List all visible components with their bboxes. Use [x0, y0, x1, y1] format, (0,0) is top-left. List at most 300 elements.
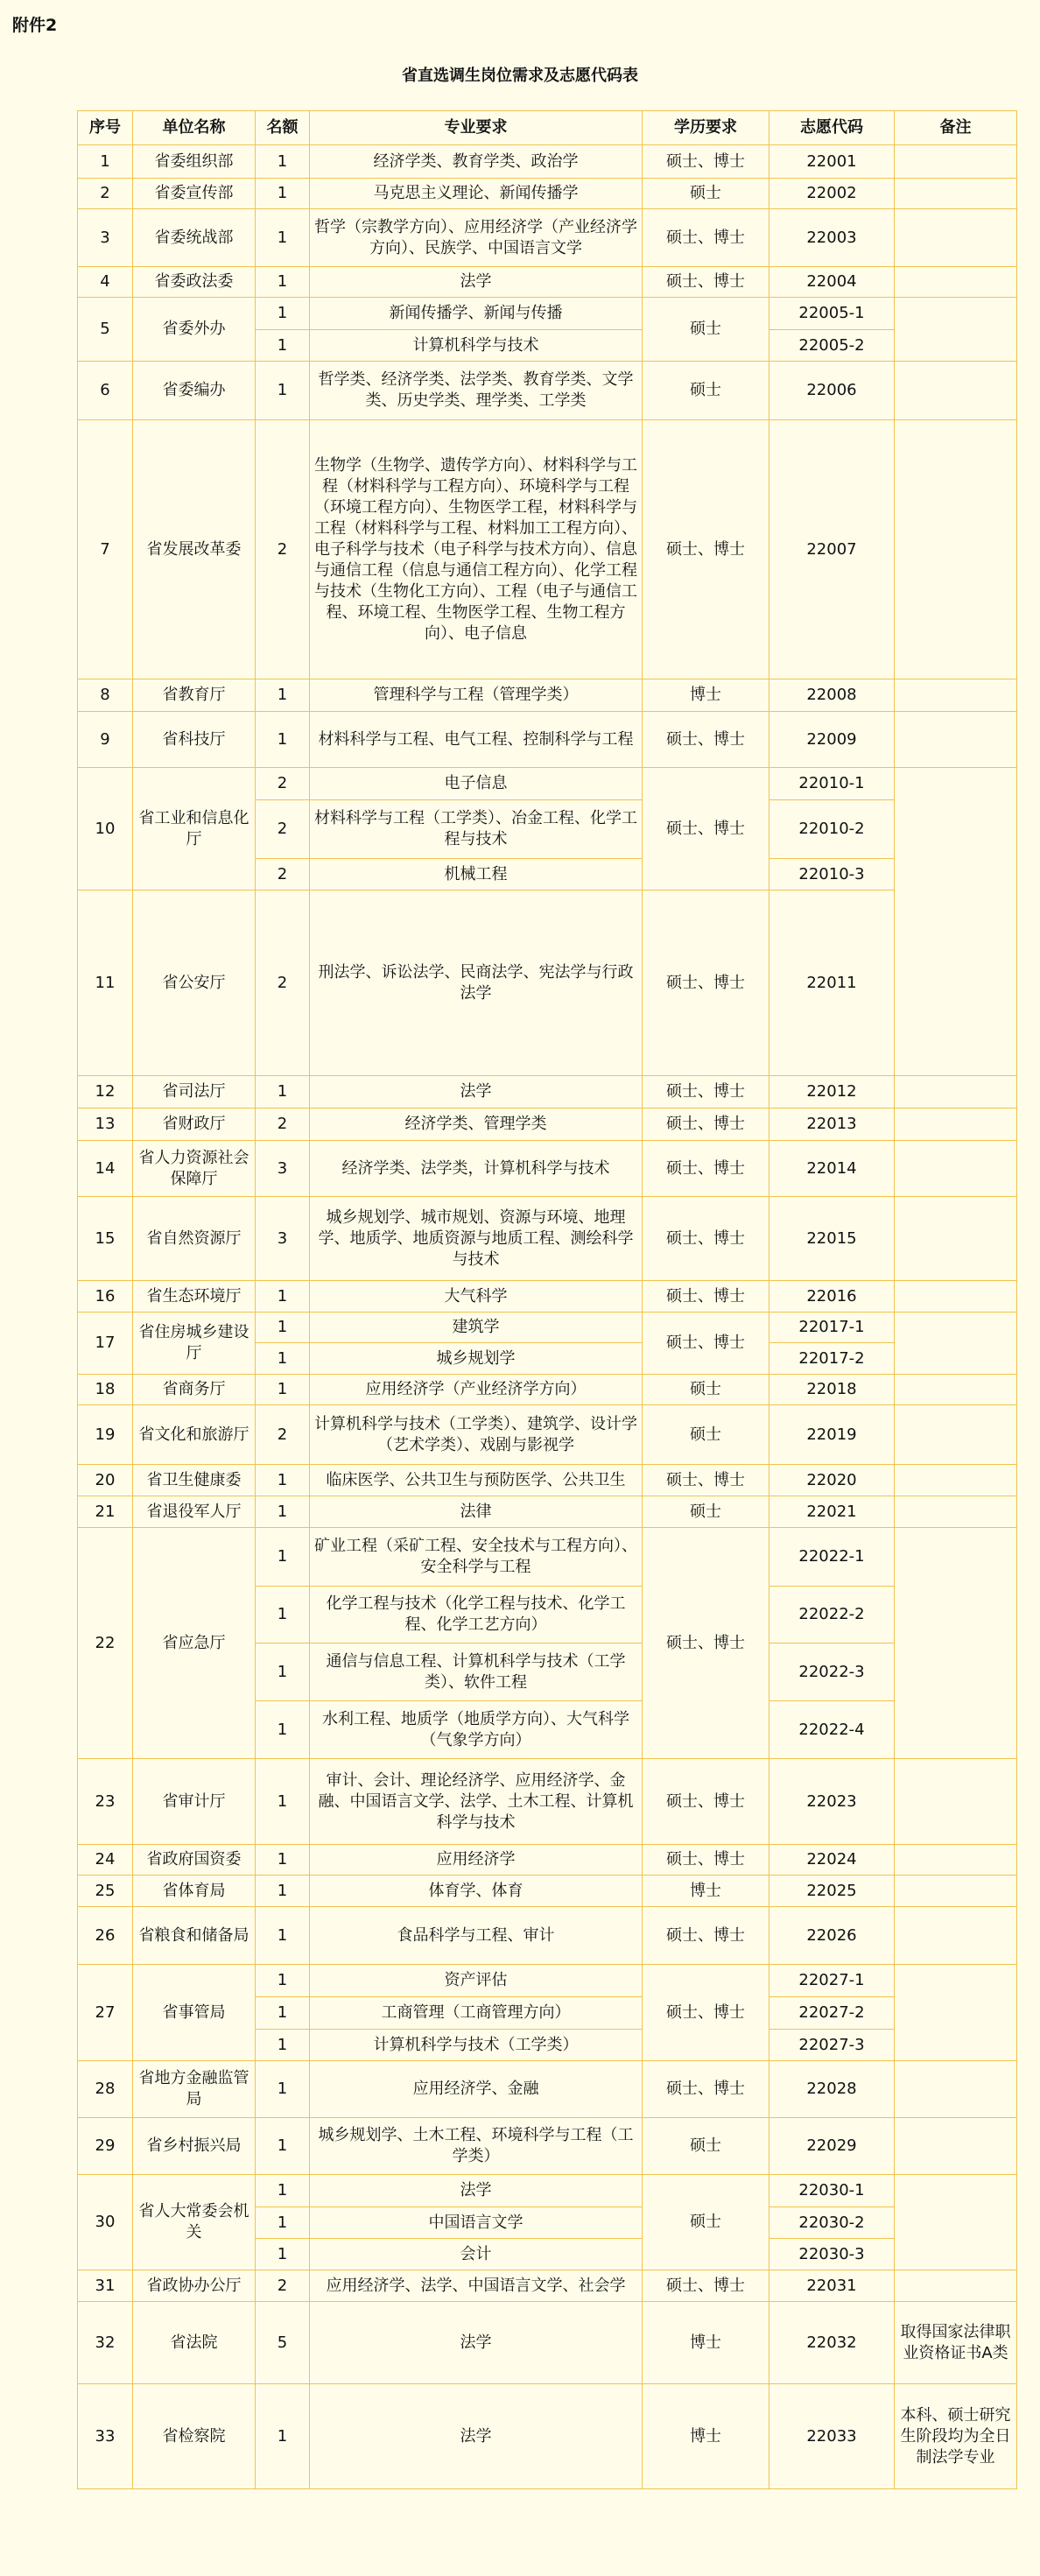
- remark: [895, 712, 1017, 768]
- application-code: 22005-1: [769, 298, 895, 330]
- major-requirement: 体育学、体育: [310, 1876, 643, 1907]
- table-row: [78, 2061, 1017, 2118]
- education-requirement: 博士: [643, 2384, 769, 2489]
- application-code: 22003: [769, 209, 895, 267]
- quota: 1: [256, 1701, 310, 1759]
- application-code: 22007: [769, 420, 895, 679]
- major-requirement: 马克思主义理论、新闻传播学: [310, 179, 643, 209]
- header-index: 序号: [78, 111, 133, 145]
- row-index: 32: [78, 2302, 133, 2384]
- row-index: 1: [78, 145, 133, 179]
- major-requirement: 新闻传播学、新闻与传播: [310, 298, 643, 330]
- unit-name: 省科技厅: [133, 712, 256, 768]
- unit-name: 省人大常委会机关: [133, 2175, 256, 2270]
- major-requirement: 经济学类、法学类，计算机科学与技术: [310, 1141, 643, 1197]
- education-requirement: 硕士、博士: [643, 2270, 769, 2302]
- unit-name: 省教育厅: [133, 679, 256, 712]
- application-code: 22010-2: [769, 800, 895, 859]
- quota: 2: [256, 859, 310, 890]
- row-index: 3: [78, 209, 133, 267]
- unit-name: 省人力资源社会保障厅: [133, 1141, 256, 1197]
- major-requirement: 矿业工程（采矿工程、安全技术与工程方向）、安全科学与工程: [310, 1528, 643, 1587]
- remark: [895, 298, 1017, 362]
- application-code: 22006: [769, 362, 895, 420]
- table-row: [78, 890, 1017, 1076]
- education-requirement: 硕士、博士: [643, 1965, 769, 2061]
- application-code: 22017-1: [769, 1313, 895, 1343]
- education-requirement: 硕士、博士: [643, 768, 769, 890]
- quota: 1: [256, 179, 310, 209]
- major-requirement: 临床医学、公共卫生与预防医学、公共卫生: [310, 1465, 643, 1496]
- major-requirement: 哲学类、经济学类、法学类、教育学类、文学类、历史学类、理学类、工学类: [310, 362, 643, 420]
- education-requirement: 硕士、博士: [643, 1076, 769, 1109]
- row-index: 14: [78, 1141, 133, 1197]
- application-code: 22014: [769, 1141, 895, 1197]
- table-row: [78, 1109, 1017, 1141]
- education-requirement: 硕士: [643, 298, 769, 362]
- major-requirement: 应用经济学（产业经济学方向）: [310, 1375, 643, 1405]
- education-requirement: 硕士、博士: [643, 1141, 769, 1197]
- application-code: 22005-2: [769, 330, 895, 362]
- unit-name: 省乡村振兴局: [133, 2118, 256, 2175]
- remark: [895, 2175, 1017, 2270]
- major-requirement: 水利工程、地质学（地质学方向）、大气科学（气象学方向）: [310, 1701, 643, 1759]
- education-requirement: 硕士、博士: [643, 209, 769, 267]
- unit-name: 省委外办: [133, 298, 256, 362]
- remark: [895, 179, 1017, 209]
- unit-name: 省事管局: [133, 1965, 256, 2061]
- unit-name: 省委宣传部: [133, 179, 256, 209]
- quota: 2: [256, 768, 310, 800]
- quota: 3: [256, 1141, 310, 1197]
- major-requirement: 法律: [310, 1496, 643, 1528]
- education-requirement: 硕士: [643, 1405, 769, 1465]
- row-index: 17: [78, 1313, 133, 1375]
- unit-name: 省检察院: [133, 2384, 256, 2489]
- header-quota: 名额: [256, 111, 310, 145]
- row-index: 6: [78, 362, 133, 420]
- application-code: 22030-3: [769, 2239, 895, 2270]
- table-row: [78, 712, 1017, 768]
- unit-name: 省自然资源厅: [133, 1197, 256, 1281]
- education-requirement: 硕士、博士: [643, 420, 769, 679]
- header-education: 学历要求: [643, 111, 769, 145]
- row-index: 25: [78, 1876, 133, 1907]
- row-index: 24: [78, 1845, 133, 1876]
- application-code: 22015: [769, 1197, 895, 1281]
- remark: [895, 1405, 1017, 1465]
- major-requirement: 电子信息: [310, 768, 643, 800]
- quota: 1: [256, 1845, 310, 1876]
- remark: [895, 1496, 1017, 1528]
- application-code: 22004: [769, 267, 895, 298]
- education-requirement: 硕士: [643, 1496, 769, 1528]
- unit-name: 省退役军人厅: [133, 1496, 256, 1528]
- table-row: [78, 1876, 1017, 1907]
- remark: [895, 1759, 1017, 1845]
- quota: 1: [256, 145, 310, 179]
- row-index: 28: [78, 2061, 133, 2118]
- education-requirement: 硕士、博士: [643, 1759, 769, 1845]
- application-code: 22002: [769, 179, 895, 209]
- header-unit: 单位名称: [133, 111, 256, 145]
- application-code: 22008: [769, 679, 895, 712]
- remark: [895, 1313, 1017, 1375]
- table-body: [78, 145, 1017, 2489]
- application-code: 22027-3: [769, 2030, 895, 2061]
- table-row: [78, 2118, 1017, 2175]
- education-requirement: 硕士、博士: [643, 1313, 769, 1375]
- row-index: 23: [78, 1759, 133, 1845]
- quota: 2: [256, 800, 310, 859]
- application-code: 22017-2: [769, 1343, 895, 1375]
- remark: [895, 1465, 1017, 1496]
- education-requirement: 硕士: [643, 362, 769, 420]
- row-index: 33: [78, 2384, 133, 2489]
- application-code: 22018: [769, 1375, 895, 1405]
- table-row: [78, 145, 1017, 179]
- major-requirement: 管理科学与工程（管理学类）: [310, 679, 643, 712]
- remark: [895, 209, 1017, 267]
- row-index: 16: [78, 1281, 133, 1313]
- quota: 1: [256, 1313, 310, 1343]
- quota: 1: [256, 2207, 310, 2239]
- application-code: 22009: [769, 712, 895, 768]
- application-code: 22028: [769, 2061, 895, 2118]
- major-requirement: 材料科学与工程（工学类）、冶金工程、化学工程与技术: [310, 800, 643, 859]
- remark: [895, 1375, 1017, 1405]
- education-requirement: 硕士: [643, 1375, 769, 1405]
- table-row: [78, 1759, 1017, 1845]
- remark: [895, 1528, 1017, 1759]
- major-requirement: 通信与信息工程、计算机科学与技术（工学类）、软件工程: [310, 1643, 643, 1701]
- application-code: 22019: [769, 1405, 895, 1465]
- education-requirement: 硕士、博士: [643, 145, 769, 179]
- header-code: 志愿代码: [769, 111, 895, 145]
- remark: [895, 2061, 1017, 2118]
- remark: [895, 145, 1017, 179]
- header-row: [78, 111, 1017, 145]
- application-code: 22024: [769, 1845, 895, 1876]
- major-requirement: 经济学类、教育学类、政治学: [310, 145, 643, 179]
- table-row: [78, 179, 1017, 209]
- major-requirement: 哲学（宗教学方向）、应用经济学（产业经济学方向）、民族学、中国语言文学: [310, 209, 643, 267]
- education-requirement: 硕士、博士: [643, 1907, 769, 1965]
- unit-name: 省委组织部: [133, 145, 256, 179]
- row-index: 8: [78, 679, 133, 712]
- row-index: 20: [78, 1465, 133, 1496]
- education-requirement: 硕士、博士: [643, 1109, 769, 1141]
- table-row: [78, 1076, 1017, 1109]
- quota: 1: [256, 1965, 310, 1997]
- quota: 1: [256, 1587, 310, 1643]
- application-code: 22022-1: [769, 1528, 895, 1587]
- major-requirement: 法学: [310, 2302, 643, 2384]
- unit-name: 省财政厅: [133, 1109, 256, 1141]
- major-requirement: 计算机科学与技术（工学类）: [310, 2030, 643, 2061]
- table-row: [78, 1313, 1017, 1343]
- row-index: 30: [78, 2175, 133, 2270]
- quota: 1: [256, 1643, 310, 1701]
- remark: [895, 1876, 1017, 1907]
- table-row: [78, 362, 1017, 420]
- remark: [895, 1076, 1017, 1109]
- table-row: [78, 1496, 1017, 1528]
- quota: 1: [256, 2061, 310, 2118]
- quota: 1: [256, 362, 310, 420]
- quota: 2: [256, 1109, 310, 1141]
- quota: 1: [256, 298, 310, 330]
- quota: 1: [256, 1496, 310, 1528]
- table-row: [78, 1197, 1017, 1281]
- major-requirement: 大气科学: [310, 1281, 643, 1313]
- remark: [895, 1197, 1017, 1281]
- row-index: 18: [78, 1375, 133, 1405]
- row-index: 15: [78, 1197, 133, 1281]
- education-requirement: 硕士、博士: [643, 1281, 769, 1313]
- remark: [895, 267, 1017, 298]
- major-requirement: 城乡规划学、土木工程、环境科学与工程（工学类）: [310, 2118, 643, 2175]
- application-code: 22020: [769, 1465, 895, 1496]
- table-row: [78, 1528, 1017, 1587]
- table-row: [78, 1141, 1017, 1197]
- major-requirement: 中国语言文学: [310, 2207, 643, 2239]
- unit-name: 省委编办: [133, 362, 256, 420]
- unit-name: 省发展改革委: [133, 420, 256, 679]
- quota: 1: [256, 1876, 310, 1907]
- row-index: 19: [78, 1405, 133, 1465]
- header-major: 专业要求: [310, 111, 643, 145]
- major-requirement: 计算机科学与技术（工学类）、建筑学、设计学（艺术学类）、戏剧与影视学: [310, 1405, 643, 1465]
- application-code: 22010-1: [769, 768, 895, 800]
- unit-name: 省应急厅: [133, 1528, 256, 1759]
- major-requirement: 刑法学、诉讼法学、民商法学、宪法学与行政法学: [310, 890, 643, 1076]
- education-requirement: 博士: [643, 679, 769, 712]
- education-requirement: 硕士、博士: [643, 1465, 769, 1496]
- application-code: 22001: [769, 145, 895, 179]
- row-index: 2: [78, 179, 133, 209]
- remark: [895, 1109, 1017, 1141]
- table-row: [78, 298, 1017, 330]
- application-code: 22016: [769, 1281, 895, 1313]
- education-requirement: 硕士: [643, 2118, 769, 2175]
- major-requirement: 材料科学与工程、电气工程、控制科学与工程: [310, 712, 643, 768]
- application-code: 22023: [769, 1759, 895, 1845]
- table-row: [78, 679, 1017, 712]
- row-index: 13: [78, 1109, 133, 1141]
- application-code: 22011: [769, 890, 895, 1076]
- education-requirement: 硕士、博士: [643, 1528, 769, 1759]
- quota: 2: [256, 420, 310, 679]
- education-requirement: 硕士、博士: [643, 890, 769, 1076]
- row-index: 21: [78, 1496, 133, 1528]
- application-code: 22013: [769, 1109, 895, 1141]
- table-row: [78, 1907, 1017, 1965]
- application-code: 22030-2: [769, 2207, 895, 2239]
- quota: 1: [256, 1907, 310, 1965]
- quota: 2: [256, 2270, 310, 2302]
- quota: 1: [256, 1759, 310, 1845]
- table-row: [78, 1465, 1017, 1496]
- application-code: 22031: [769, 2270, 895, 2302]
- quota: 5: [256, 2302, 310, 2384]
- major-requirement: 审计、会计、理论经济学、应用经济学、金融、中国语言文学、法学、土木工程、计算机科学与技术: [310, 1759, 643, 1845]
- remark: [895, 1907, 1017, 1965]
- table-row: [78, 420, 1017, 679]
- remark: [895, 2118, 1017, 2175]
- table-row: [78, 1845, 1017, 1876]
- table-row: [78, 2302, 1017, 2384]
- remark: [895, 362, 1017, 420]
- table-row: [78, 267, 1017, 298]
- row-index: 22: [78, 1528, 133, 1759]
- quota: 1: [256, 679, 310, 712]
- application-code: 22025: [769, 1876, 895, 1907]
- row-index: 31: [78, 2270, 133, 2302]
- major-requirement: 应用经济学、法学、中国语言文学、社会学: [310, 2270, 643, 2302]
- unit-name: 省粮食和储备局: [133, 1907, 256, 1965]
- row-index: 29: [78, 2118, 133, 2175]
- application-code: 22022-2: [769, 1587, 895, 1643]
- remark: [895, 1965, 1017, 2061]
- unit-name: 省政府国资委: [133, 1845, 256, 1876]
- table-row: [78, 1375, 1017, 1405]
- quota: 1: [256, 1528, 310, 1587]
- header-note: 备注: [895, 111, 1017, 145]
- application-code: 22033: [769, 2384, 895, 2489]
- application-code: 22027-2: [769, 1997, 895, 2030]
- education-requirement: 博士: [643, 2302, 769, 2384]
- application-code: 22022-4: [769, 1701, 895, 1759]
- quota: 1: [256, 267, 310, 298]
- unit-name: 省文化和旅游厅: [133, 1405, 256, 1465]
- remark: 本科、硕士研究生阶段均为全日制法学专业: [895, 2384, 1017, 2489]
- application-code: 22010-3: [769, 859, 895, 890]
- application-code: 22026: [769, 1907, 895, 1965]
- table-row: [78, 2384, 1017, 2489]
- education-requirement: 硕士: [643, 2175, 769, 2270]
- major-requirement: 生物学（生物学、遗传学方向）、材料科学与工程（材料科学与工程方向）、环境科学与工程（环境工程方向）、生物医学工程，材料科学与工程（材料科学与工程、材料加工工程方向）、电子科学与技术（电子科学与技术方向）、信息与通信工程（信息与通信工程方向）、化学工程与技术（生物化工方向）、工程（电子与通信工程、环境工程、生物医学工程、生物工程方向）、电子信息: [310, 420, 643, 679]
- unit-name: 省政协办公厅: [133, 2270, 256, 2302]
- major-requirement: 城乡规划学、城市规划、资源与环境、地理学、地质学、地质资源与地质工程、测绘科学与技术: [310, 1197, 643, 1281]
- row-index: 26: [78, 1907, 133, 1965]
- major-requirement: 计算机科学与技术: [310, 330, 643, 362]
- quota: 1: [256, 1375, 310, 1405]
- table-row: [78, 1405, 1017, 1465]
- major-requirement: 应用经济学、金融: [310, 2061, 643, 2118]
- quota: 1: [256, 2175, 310, 2207]
- quota: 1: [256, 1281, 310, 1313]
- unit-name: 省地方金融监管局: [133, 2061, 256, 2118]
- quota: 1: [256, 712, 310, 768]
- major-requirement: 机械工程: [310, 859, 643, 890]
- education-requirement: 硕士、博士: [643, 1845, 769, 1876]
- quota: 1: [256, 1343, 310, 1375]
- major-requirement: 法学: [310, 1076, 643, 1109]
- unit-name: 省公安厅: [133, 890, 256, 1076]
- row-index: 11: [78, 890, 133, 1076]
- major-requirement: 会计: [310, 2239, 643, 2270]
- application-code: 22029: [769, 2118, 895, 2175]
- remark: [895, 1845, 1017, 1876]
- quota: 1: [256, 2030, 310, 2061]
- unit-name: 省审计厅: [133, 1759, 256, 1845]
- unit-name: 省体育局: [133, 1876, 256, 1907]
- education-requirement: 硕士、博士: [643, 1197, 769, 1281]
- unit-name: 省法院: [133, 2302, 256, 2384]
- major-requirement: 食品科学与工程、审计: [310, 1907, 643, 1965]
- row-index: 9: [78, 712, 133, 768]
- row-index: 7: [78, 420, 133, 679]
- application-code: 22012: [769, 1076, 895, 1109]
- unit-name: 省司法厅: [133, 1076, 256, 1109]
- table-row: [78, 2270, 1017, 2302]
- remark: [895, 420, 1017, 679]
- major-requirement: 建筑学: [310, 1313, 643, 1343]
- application-code: 22027-1: [769, 1965, 895, 1997]
- unit-name: 省生态环境厅: [133, 1281, 256, 1313]
- education-requirement: 硕士、博士: [643, 267, 769, 298]
- table-row: [78, 768, 1017, 800]
- table-title: 省直选调生岗位需求及志愿代码表: [402, 67, 638, 85]
- quota: 1: [256, 1465, 310, 1496]
- row-index: 27: [78, 1965, 133, 2061]
- major-requirement: 工商管理（工商管理方向）: [310, 1997, 643, 2030]
- unit-name: 省委统战部: [133, 209, 256, 267]
- remark: [895, 679, 1017, 712]
- unit-name: 省住房城乡建设厅: [133, 1313, 256, 1375]
- major-requirement: 应用经济学: [310, 1845, 643, 1876]
- education-requirement: 硕士、博士: [643, 712, 769, 768]
- major-requirement: 化学工程与技术（化学工程与技术、化学工程、化学工艺方向）: [310, 1587, 643, 1643]
- quota: 1: [256, 209, 310, 267]
- major-requirement: 法学: [310, 267, 643, 298]
- major-requirement: 城乡规划学: [310, 1343, 643, 1375]
- application-code: 22021: [769, 1496, 895, 1528]
- quota: 1: [256, 2384, 310, 2489]
- major-requirement: 经济学类、管理学类: [310, 1109, 643, 1141]
- quota: 1: [256, 1997, 310, 2030]
- table-row: [78, 209, 1017, 267]
- table-row: [78, 2175, 1017, 2207]
- remark: [895, 1141, 1017, 1197]
- row-index: 5: [78, 298, 133, 362]
- position-table: [77, 110, 1017, 2489]
- quota: 1: [256, 1076, 310, 1109]
- application-code: 22022-3: [769, 1643, 895, 1701]
- education-requirement: 博士: [643, 1876, 769, 1907]
- quota: 1: [256, 2239, 310, 2270]
- table-row: [78, 1965, 1017, 1997]
- quota: 3: [256, 1197, 310, 1281]
- education-requirement: 硕士: [643, 179, 769, 209]
- remark: [895, 2270, 1017, 2302]
- row-index: 4: [78, 267, 133, 298]
- application-code: 22032: [769, 2302, 895, 2384]
- unit-name: 省工业和信息化厅: [133, 768, 256, 890]
- quota: 2: [256, 1405, 310, 1465]
- major-requirement: 资产评估: [310, 1965, 643, 1997]
- quota: 1: [256, 330, 310, 362]
- major-requirement: 法学: [310, 2384, 643, 2489]
- major-requirement: 法学: [310, 2175, 643, 2207]
- remark: 取得国家法律职业资格证书A类: [895, 2302, 1017, 2384]
- unit-name: 省卫生健康委: [133, 1465, 256, 1496]
- unit-name: 省商务厅: [133, 1375, 256, 1405]
- education-requirement: 硕士、博士: [643, 2061, 769, 2118]
- quota: 1: [256, 2118, 310, 2175]
- remark: [895, 1281, 1017, 1313]
